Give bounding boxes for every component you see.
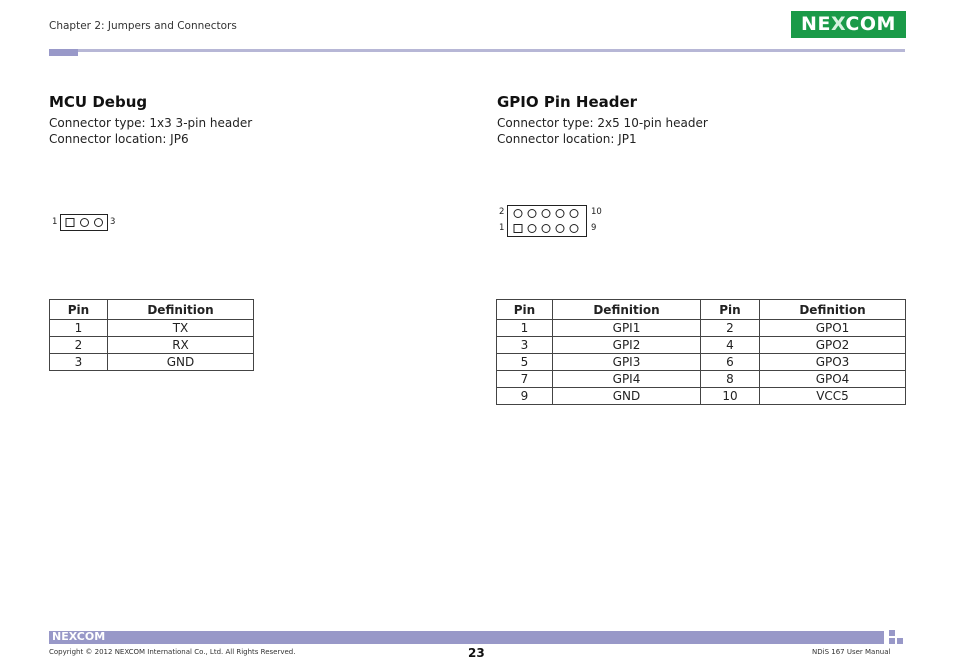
logo-part-x: X	[830, 13, 846, 35]
gpio-heading: GPIO Pin Header	[497, 93, 638, 111]
table-row	[50, 354, 254, 371]
definition-cell: GPI3	[553, 354, 701, 371]
definition-cell: GPO2	[760, 337, 906, 354]
table-header-row	[497, 300, 906, 320]
gpio-pin-label-9: 9	[591, 223, 597, 233]
header-accent-block	[49, 49, 78, 56]
table-row	[497, 388, 906, 405]
pin-cell: 1	[50, 320, 108, 337]
copyright-text: Copyright © 2012 NEXCOM International Co., Ltd. All Rights Reserved.	[49, 648, 296, 656]
mcu-pin-table	[49, 299, 254, 371]
definition-cell: GPI4	[553, 371, 701, 388]
gpio-pin-label-1: 1	[499, 223, 505, 233]
table-row	[497, 337, 906, 354]
mcu-debug-heading: MCU Debug	[49, 93, 148, 111]
pin-1-square	[66, 219, 74, 227]
pin-10-circle	[570, 210, 578, 218]
pin-3-circle	[95, 219, 103, 227]
gpio-pin-label-2: 2	[499, 207, 505, 217]
footer-bar	[49, 631, 884, 644]
column-header: Definition	[553, 300, 701, 320]
table-header-row	[50, 300, 254, 320]
footer-logo: NEXCOM	[52, 630, 106, 643]
column-header: Definition	[760, 300, 906, 320]
pin-cell: 3	[50, 354, 108, 371]
mcu-header-diagram	[60, 214, 108, 231]
definition-cell: GND	[108, 354, 254, 371]
definition-cell: GPO1	[760, 320, 906, 337]
column-header: Pin	[50, 300, 108, 320]
pin-cell: 8	[701, 371, 760, 388]
column-header: Definition	[108, 300, 254, 320]
mcu-connector-location: Connector location: JP6	[49, 132, 189, 146]
footer-square-top	[889, 630, 895, 636]
pin-cell: 7	[497, 371, 553, 388]
definition-cell: GPO4	[760, 371, 906, 388]
pin-cell: 1	[497, 320, 553, 337]
pin-3-circle	[528, 225, 536, 233]
definition-cell: GPI1	[553, 320, 701, 337]
gpio-pin-label-10: 10	[591, 207, 602, 217]
definition-cell: VCC5	[760, 388, 906, 405]
footer-square-bottom-right	[897, 638, 903, 644]
nexcom-logo	[791, 11, 906, 38]
chapter-title: Chapter 2: Jumpers and Connectors	[49, 20, 237, 32]
pin-6-circle	[542, 210, 550, 218]
gpio-connector-location: Connector location: JP1	[497, 132, 637, 146]
pin-cell: 4	[701, 337, 760, 354]
definition-cell: GPO3	[760, 354, 906, 371]
table-row	[497, 371, 906, 388]
pin-2-circle	[81, 219, 89, 227]
mcu-pin-label-1: 1	[52, 217, 58, 227]
table-row	[497, 354, 906, 371]
pin-cell: 2	[50, 337, 108, 354]
gpio-pin-table	[496, 299, 906, 405]
pin-7-circle	[556, 225, 564, 233]
table-row	[497, 320, 906, 337]
pin-4-circle	[528, 210, 536, 218]
pin-cell: 6	[701, 354, 760, 371]
pin-cell: 5	[497, 354, 553, 371]
pin-8-circle	[556, 210, 564, 218]
mcu-connector-type: Connector type: 1x3 3-pin header	[49, 116, 253, 130]
pin-cell: 2	[701, 320, 760, 337]
mcu-pin-label-3: 3	[110, 217, 116, 227]
column-header: Pin	[701, 300, 760, 320]
manual-title: NDiS 167 User Manual	[812, 648, 891, 656]
pin-9-circle	[570, 225, 578, 233]
header-rule	[49, 49, 905, 52]
definition-cell: TX	[108, 320, 254, 337]
page-number: 23	[468, 646, 485, 660]
pin-cell: 10	[701, 388, 760, 405]
table-row	[50, 337, 254, 354]
pin-2-circle	[514, 210, 522, 218]
pin-1-square	[514, 225, 522, 233]
definition-cell: GND	[553, 388, 701, 405]
logo-part-com: COM	[845, 13, 896, 35]
pin-5-circle	[542, 225, 550, 233]
table-row	[50, 320, 254, 337]
gpio-connector-type: Connector type: 2x5 10-pin header	[497, 116, 708, 130]
definition-cell: RX	[108, 337, 254, 354]
gpio-header-diagram	[507, 205, 587, 237]
logo-part-ne: NE	[801, 13, 831, 35]
pin-cell: 9	[497, 388, 553, 405]
pin-cell: 3	[497, 337, 553, 354]
column-header: Pin	[497, 300, 553, 320]
definition-cell: GPI2	[553, 337, 701, 354]
footer-square-bottom-left	[889, 638, 895, 644]
